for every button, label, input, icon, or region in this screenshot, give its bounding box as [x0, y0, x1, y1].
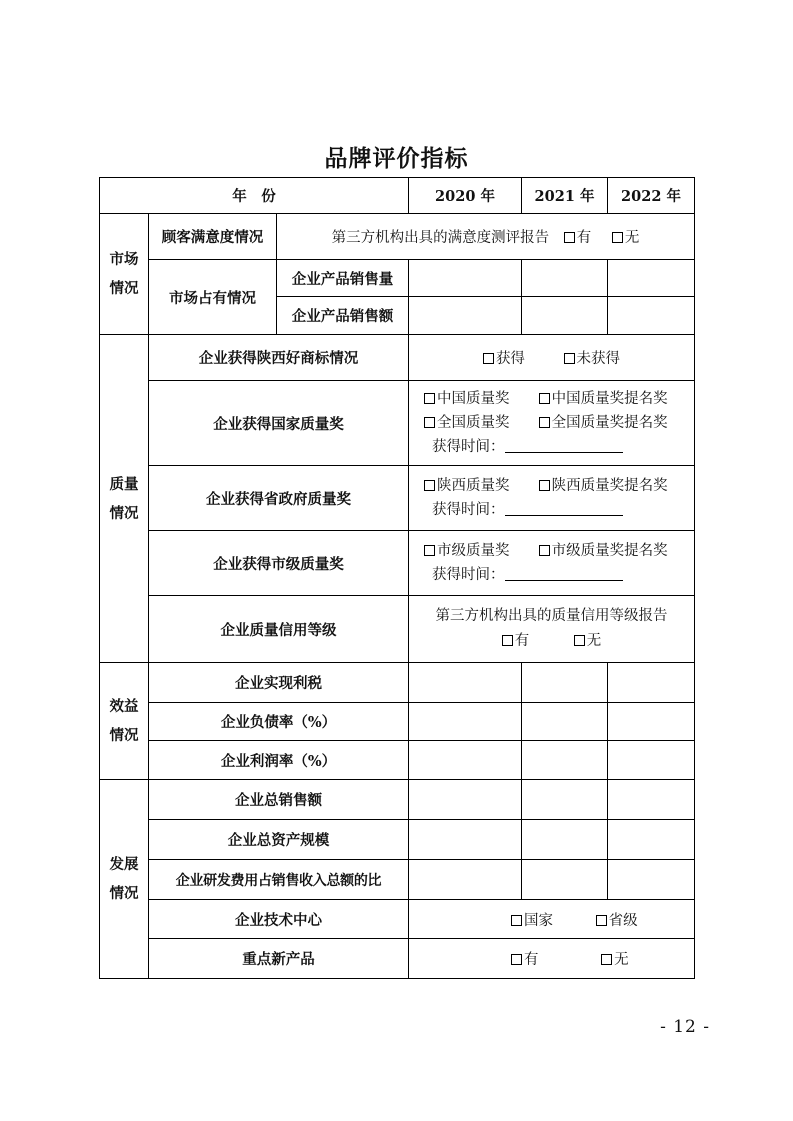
shaanxi-quality-nomination-label: 陕西质量奖提名奖 [551, 478, 668, 494]
debt-ratio-2021-cell[interactable] [522, 703, 608, 741]
profit-margin-2021-cell[interactable] [522, 741, 608, 780]
city-quality-award-checkbox[interactable] [424, 545, 435, 556]
tech-provincial-checkbox[interactable] [596, 915, 607, 926]
profit-tax-row [100, 663, 695, 703]
credit-no-checkbox[interactable] [574, 635, 585, 646]
china-quality-award-label: 中国质量奖 [437, 391, 510, 407]
year-header-row [100, 178, 695, 214]
tech-center-row [100, 900, 695, 939]
total-assets-2020-cell[interactable] [409, 820, 522, 860]
new-product-label: 重点新产品 [149, 939, 409, 979]
shaanxi-quality-award-label: 陕西质量奖 [437, 478, 510, 494]
national-quality-award-label: 全国质量奖 [437, 415, 510, 431]
total-sales-label: 企业总销售额 [149, 780, 409, 820]
profit-margin-2022-cell[interactable] [608, 741, 695, 780]
china-quality-nomination-label: 中国质量奖提名奖 [551, 391, 668, 407]
sales-volume-label: 企业产品销售量 [277, 260, 409, 297]
tech-center-options-cell [409, 900, 695, 939]
new-product-options-cell [409, 939, 695, 979]
market-category-label: 市场情况 [100, 214, 149, 335]
national-award-label: 企业获得国家质量奖 [149, 381, 409, 466]
rd-ratio-label: 企业研发费用占销售收入总额的比 [149, 860, 409, 900]
profit-tax-label: 企业实现利税 [149, 663, 409, 703]
total-assets-2022-cell[interactable] [608, 820, 695, 860]
new-product-no-checkbox[interactable] [601, 954, 612, 965]
sales-amount-label: 企业产品销售额 [277, 297, 409, 335]
sales-volume-2021-cell[interactable] [522, 260, 608, 297]
sales-amount-2021-cell[interactable] [522, 297, 608, 335]
credit-yes-checkbox[interactable] [502, 635, 513, 646]
provincial-award-label: 企业获得省政府质量奖 [149, 466, 409, 531]
city-award-time-field[interactable] [505, 566, 623, 581]
satisfaction-report-text: 第三方机构出具的满意度测评报告 [331, 230, 550, 246]
rd-ratio-2021-cell[interactable] [522, 860, 608, 900]
national-award-time-label: 获得时间： [432, 439, 505, 455]
profit-margin-2020-cell[interactable] [409, 741, 522, 780]
tech-national-label: 国家 [524, 912, 553, 929]
city-award-time-label: 获得时间： [432, 567, 505, 583]
new-product-no-label: 无 [614, 952, 629, 968]
total-sales-2022-cell[interactable] [608, 780, 695, 820]
profit-margin-label: 企业利润率（%） [149, 741, 409, 780]
rd-ratio-2022-cell[interactable] [608, 860, 695, 900]
total-assets-2021-cell[interactable] [522, 820, 608, 860]
shaanxi-quality-award-checkbox[interactable] [424, 480, 435, 491]
debt-ratio-label: 企业负债率（%） [149, 703, 409, 741]
satisfaction-row [100, 214, 695, 260]
debt-ratio-row [100, 703, 695, 741]
page-title: 品牌评价指标 [324, 145, 469, 172]
national-award-time-field[interactable] [505, 438, 623, 453]
profit-tax-2021-cell[interactable] [522, 663, 608, 703]
page-number: - 12 - [660, 1017, 710, 1037]
satisfaction-yes-checkbox[interactable] [564, 232, 575, 243]
debt-ratio-2022-cell[interactable] [608, 703, 695, 741]
provincial-award-time-field[interactable] [505, 501, 623, 516]
provincial-award-options-cell [409, 466, 695, 531]
sales-amount-2020-cell[interactable] [409, 297, 522, 335]
satisfaction-label: 顾客满意度情况 [149, 214, 277, 260]
sales-volume-row [100, 260, 695, 297]
national-quality-award-checkbox[interactable] [424, 417, 435, 428]
credit-no-label: 无 [586, 633, 602, 649]
profit-margin-row [100, 741, 695, 780]
total-assets-label: 企业总资产规模 [149, 820, 409, 860]
city-award-label: 企业获得市级质量奖 [149, 531, 409, 596]
trademark-label: 企业获得陕西好商标情况 [149, 335, 409, 381]
national-quality-nomination-checkbox[interactable] [539, 417, 550, 428]
satisfaction-report-cell [277, 214, 695, 260]
rd-ratio-row [100, 860, 695, 900]
satisfaction-yes-label: 有 [576, 230, 592, 246]
total-sales-2020-cell[interactable] [409, 780, 522, 820]
quality-category-label: 质量情况 [100, 335, 149, 663]
sales-volume-2022-cell[interactable] [608, 260, 695, 297]
sales-amount-2022-cell[interactable] [608, 297, 695, 335]
china-quality-nomination-checkbox[interactable] [539, 393, 550, 404]
tech-provincial-label: 省级 [608, 912, 638, 929]
trademark-not-obtained-label: 未获得 [576, 351, 621, 367]
year-2022: 2022 年 [608, 178, 695, 214]
credit-yes-label: 有 [514, 633, 530, 649]
satisfaction-no-checkbox[interactable] [612, 232, 623, 243]
profit-tax-2022-cell[interactable] [608, 663, 695, 703]
provincial-award-row [100, 466, 695, 531]
national-award-row [100, 381, 695, 466]
rd-ratio-2020-cell[interactable] [409, 860, 522, 900]
trademark-row [100, 335, 695, 381]
development-category-label: 发展情况 [100, 780, 149, 979]
credit-row [100, 596, 695, 663]
year-label: 年 份 [100, 178, 409, 214]
new-product-row [100, 939, 695, 979]
city-quality-nomination-label: 市级质量奖提名奖 [551, 543, 668, 559]
new-product-yes-label: 有 [524, 952, 539, 968]
sales-volume-2020-cell[interactable] [409, 260, 522, 297]
trademark-not-obtained-checkbox[interactable] [564, 353, 575, 364]
china-quality-award-checkbox[interactable] [424, 393, 435, 404]
debt-ratio-2020-cell[interactable] [409, 703, 522, 741]
profit-tax-2020-cell[interactable] [409, 663, 522, 703]
shaanxi-quality-nomination-checkbox[interactable] [539, 480, 550, 491]
city-award-row [100, 531, 695, 596]
credit-report-text: 第三方机构出具的质量信用等级报告 [435, 608, 668, 624]
tech-national-checkbox[interactable] [511, 915, 522, 926]
national-quality-nomination-label: 全国质量奖提名奖 [551, 415, 668, 431]
year-2021: 2021 年 [522, 178, 608, 214]
total-assets-row [100, 820, 695, 860]
trademark-options-cell [409, 335, 695, 381]
tech-center-label: 企业技术中心 [149, 900, 409, 939]
city-quality-award-label: 市级质量奖 [437, 543, 510, 559]
market-share-label: 市场占有情况 [149, 260, 277, 335]
benefit-category-label: 效益情况 [100, 663, 149, 780]
satisfaction-no-label: 无 [624, 230, 640, 246]
brand-evaluation-table [99, 177, 695, 979]
new-product-yes-checkbox[interactable] [511, 954, 522, 965]
trademark-obtained-label: 获得 [495, 351, 525, 367]
credit-options-cell [409, 596, 695, 663]
year-2020: 2020 年 [409, 178, 522, 214]
total-sales-row [100, 780, 695, 820]
city-quality-nomination-checkbox[interactable] [539, 545, 550, 556]
city-award-options-cell [409, 531, 695, 596]
credit-label: 企业质量信用等级 [149, 596, 409, 663]
provincial-award-time-label: 获得时间： [432, 502, 505, 518]
total-sales-2021-cell[interactable] [522, 780, 608, 820]
trademark-obtained-checkbox[interactable] [483, 353, 494, 364]
national-award-options-cell [409, 381, 695, 466]
